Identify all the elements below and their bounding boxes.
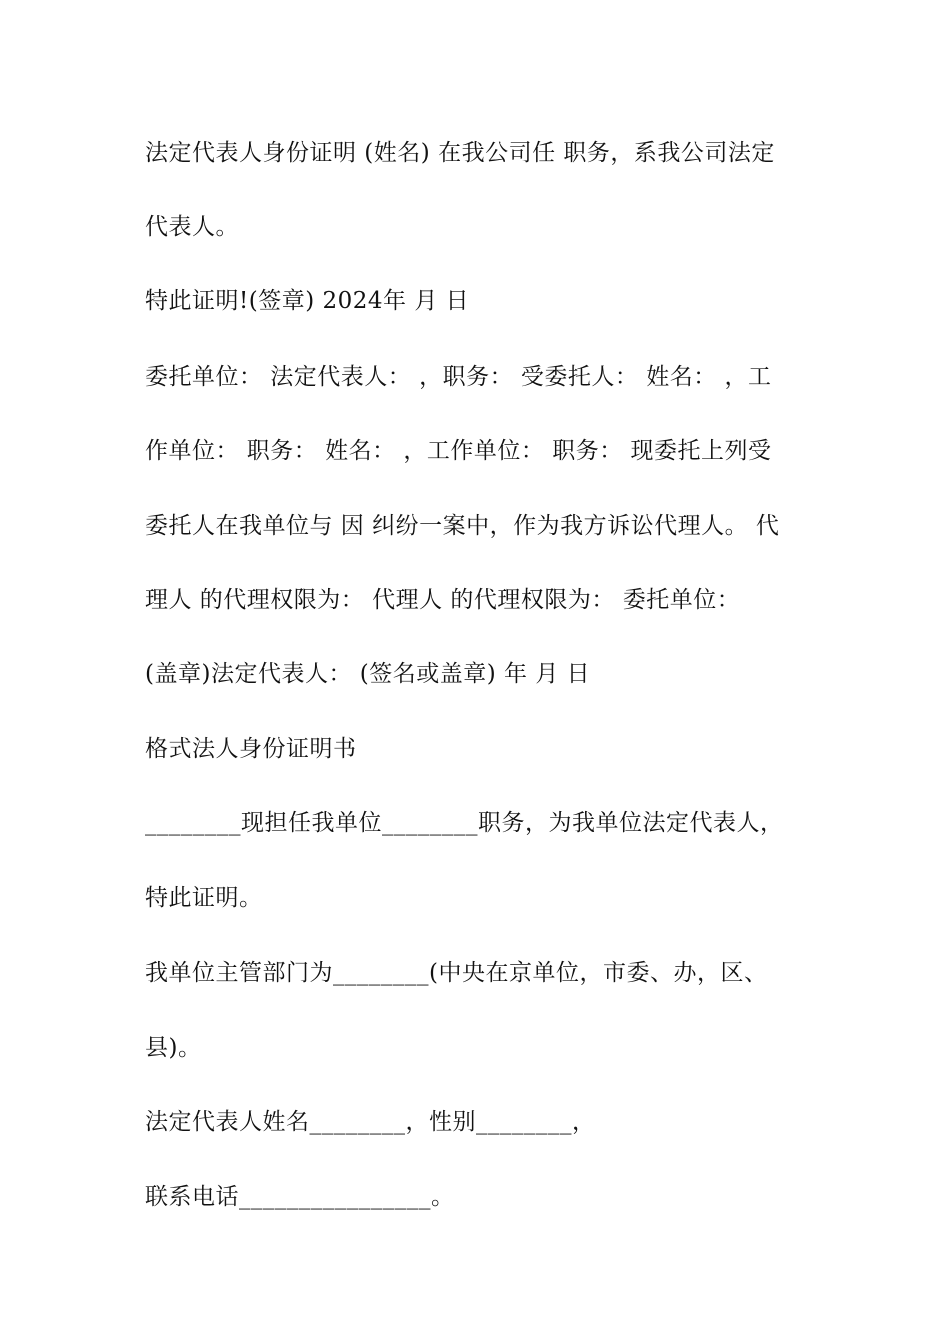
text-line-7: 理人 的代理权限为： 代理人 的代理权限为： 委托单位： <box>145 587 741 613</box>
text-line-4: 委托单位： 法定代表人： ，职务： 受委托人： 姓名： ，工 <box>145 364 772 390</box>
text-line-3: 特此证明!(签章) 2024年 月 日 <box>145 288 470 314</box>
text-line-15: 联系电话________________。 <box>145 1184 455 1210</box>
text-line-1: 法定代表人身份证明 (姓名) 在我公司任 职务，系我公司法定 <box>145 140 775 166</box>
text-line-6: 委托人在我单位与 因 纠纷一案中，作为我方诉讼代理人。 代 <box>145 513 780 539</box>
text-line-14: 法定代表人姓名________，性别________， <box>145 1109 596 1135</box>
text-line-12: 我单位主管部门为________(中央在京单位，市委、办，区、 <box>145 960 768 986</box>
text-line-13: 县)。 <box>145 1035 202 1061</box>
text-line-11: 特此证明。 <box>145 885 263 911</box>
text-line-10: ________现担任我单位________职务，为我单位法定代表人， <box>145 810 784 836</box>
text-line-5: 作单位： 职务： 姓名： ，工作单位： 职务： 现委托上列受 <box>145 438 772 464</box>
document-subtitle: 格式法人身份证明书 <box>145 736 357 762</box>
text-line-2: 代表人。 <box>145 214 239 240</box>
text-line-8: (盖章)法定代表人： (签名或盖章) 年 月 日 <box>145 661 591 687</box>
